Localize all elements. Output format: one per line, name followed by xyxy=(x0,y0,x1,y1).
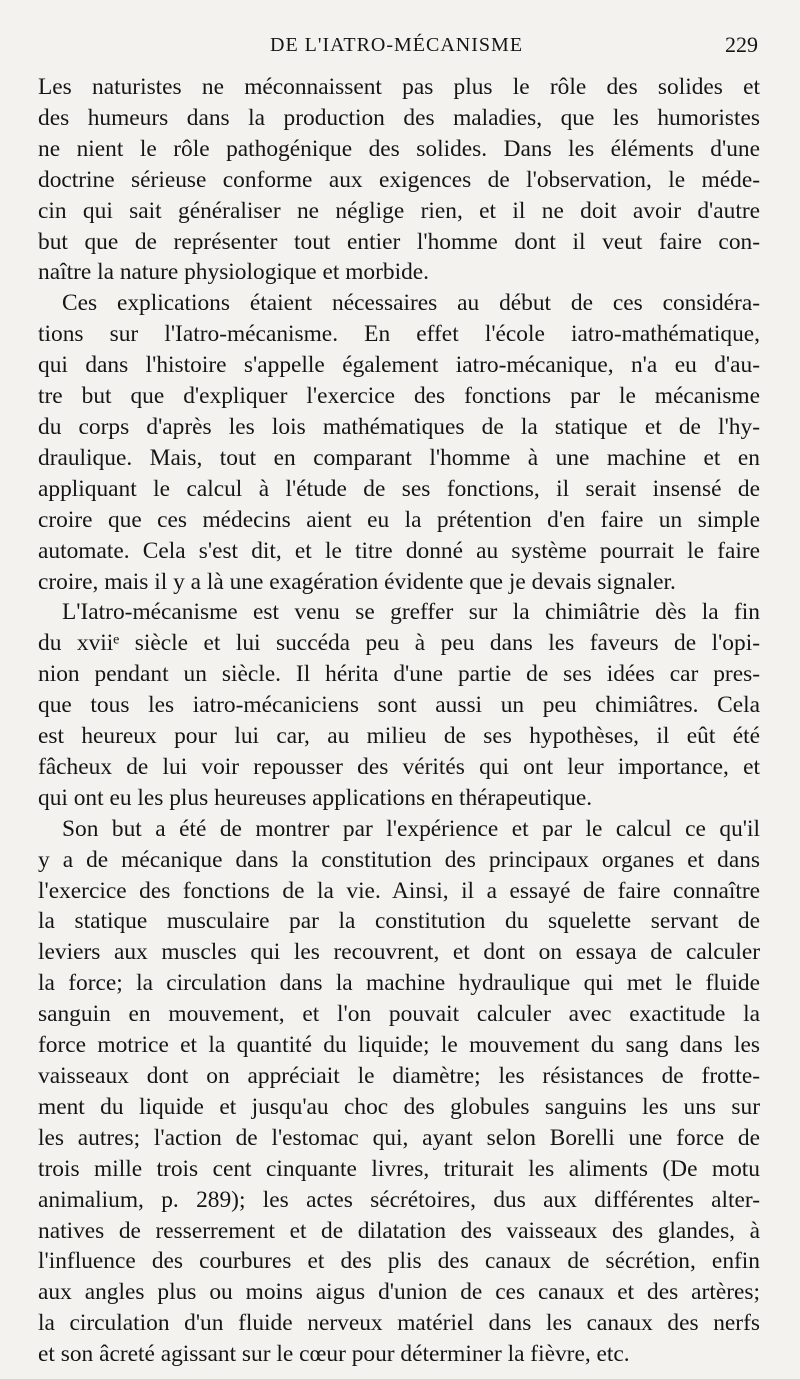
text-line: appliquant le calcul à l'étude de ses fonctions, il serait insensé de xyxy=(38,475,760,502)
text-line: draulique. Mais, tout en comparant l'homme à une machine et en xyxy=(38,444,760,471)
text-line: que tous les iatro-mécaniciens sont aussi un peu chimiâtres. Cela xyxy=(38,692,760,719)
text-line: naître la nature physiologique et morbide. xyxy=(38,259,430,286)
text-line: y a de mécanique dans la constitution des principaux organes et dans xyxy=(38,846,760,873)
text-line: ment du liquide et jusqu'au choc des globules sanguins les uns sur xyxy=(38,1093,760,1120)
text-line: l'exercice des fonctions de la vie. Ainsi, il a essayé de faire connaître xyxy=(38,877,760,904)
text-line: les autres; l'action de l'estomac qui, ayant selon Borelli une force de xyxy=(38,1124,760,1151)
text-line: Les naturistes ne méconnaissent pas plus le rôle des solides et xyxy=(38,74,760,100)
text-line: la force; la circulation dans la machine hydraulique qui met le fluide xyxy=(38,970,760,997)
paragraph-2 xyxy=(38,288,760,597)
paragraph-1 xyxy=(38,72,760,288)
text-line: la statique musculaire par la constitution du squelette servant de xyxy=(38,908,760,935)
text-line: tre but que d'expliquer l'exercice des fonctions par le mécanisme xyxy=(38,383,760,410)
paragraph-3 xyxy=(38,597,760,813)
text-line: croire que ces médecins aient eu la prétention d'en faire un simple xyxy=(38,506,760,533)
text-line: vaisseaux dont on appréciait le diamètre; les résistances de frotte- xyxy=(38,1063,760,1089)
page-number: 229 xyxy=(725,32,758,57)
text-line: du corps d'après les lois mathématiques de la statique et de l'hy- xyxy=(38,413,760,440)
text-line: Son but a été de montrer par l'expérience et par le calcul ce qu'il xyxy=(62,815,760,842)
text-line: L'Iatro-mécanisme est venu se greffer sur la chimiâtrie dès la fin xyxy=(62,599,760,626)
text-line: nion pendant un siècle. Il hérita d'une partie de ses idées car pres- xyxy=(38,661,760,688)
text-line: croire, mais il y a là une exagération évidente que je devais signaler. xyxy=(38,568,676,595)
text-line: la circulation d'un fluide nerveux matériel dans les canaux des nerfs xyxy=(38,1310,760,1337)
text-line: et son âcreté agissant sur le cœur pour déterminer la fièvre, etc. xyxy=(38,1341,630,1368)
text-line: est heureux pour lui car, au milieu de ses hypothèses, il eût été xyxy=(38,723,760,750)
body-text xyxy=(38,72,760,1370)
running-title: DE L'IATRO-MÉCANISME xyxy=(270,34,524,56)
text-line: sanguin en mouvement, et l'on pouvait calculer avec exactitude la xyxy=(38,1001,760,1028)
paragraph-4 xyxy=(38,814,760,1370)
text-line: fâcheux de lui voir repousser des vérités qui ont leur importance, et xyxy=(38,753,760,780)
text-line: du xviiᵉ siècle et lui succéda peu à peu dans les faveurs de l'opi- xyxy=(38,630,760,657)
text-line: trois mille trois cent cinquante livres, triturait les aliments (De motu xyxy=(38,1155,760,1182)
text-line: cin qui sait généraliser ne néglige rien, et il ne doit avoir d'autre xyxy=(38,197,760,224)
text-line: force motrice et la quantité du liquide; le mouvement du sang dans les xyxy=(38,1032,760,1059)
text-line: natives de resserrement et de dilatation des vaisseaux des glandes, à xyxy=(38,1217,760,1244)
page-header xyxy=(38,34,760,70)
text-line: aux angles plus ou moins aigus d'union de ces canaux et des artères; xyxy=(38,1279,760,1306)
text-line: qui ont eu les plus heureuses applications en thérapeutique. xyxy=(38,784,593,811)
text-line: tions sur l'Iatro-mécanisme. En effet l'école iatro-mathématique, xyxy=(38,321,760,348)
text-line: but que de représenter tout entier l'homme dont il veut faire con- xyxy=(38,228,760,255)
text-line: animalium, p. 289); les actes sécrétoires, dus aux différentes alter- xyxy=(38,1186,760,1213)
text-line: l'influence des courbures et des plis des canaux de sécrétion, enfin xyxy=(38,1248,760,1275)
text-line: qui dans l'histoire s'appelle également iatro-mécanique, n'a eu d'au- xyxy=(38,352,760,379)
text-line: leviers aux muscles qui les recouvrent, et dont on essaya de calculer xyxy=(38,939,760,966)
text-line: ne nient le rôle pathogénique des solides. Dans les éléments d'une xyxy=(38,135,760,162)
text-line: doctrine sérieuse conforme aux exigences de l'observation, le méde- xyxy=(38,166,760,193)
text-line: automate. Cela s'est dit, et le titre donné au système pourrait le faire xyxy=(38,537,760,564)
text-line: Ces explications étaient nécessaires au début de ces considéra- xyxy=(62,290,760,317)
text-line: des humeurs dans la production des maladies, que les humoristes xyxy=(38,104,760,131)
